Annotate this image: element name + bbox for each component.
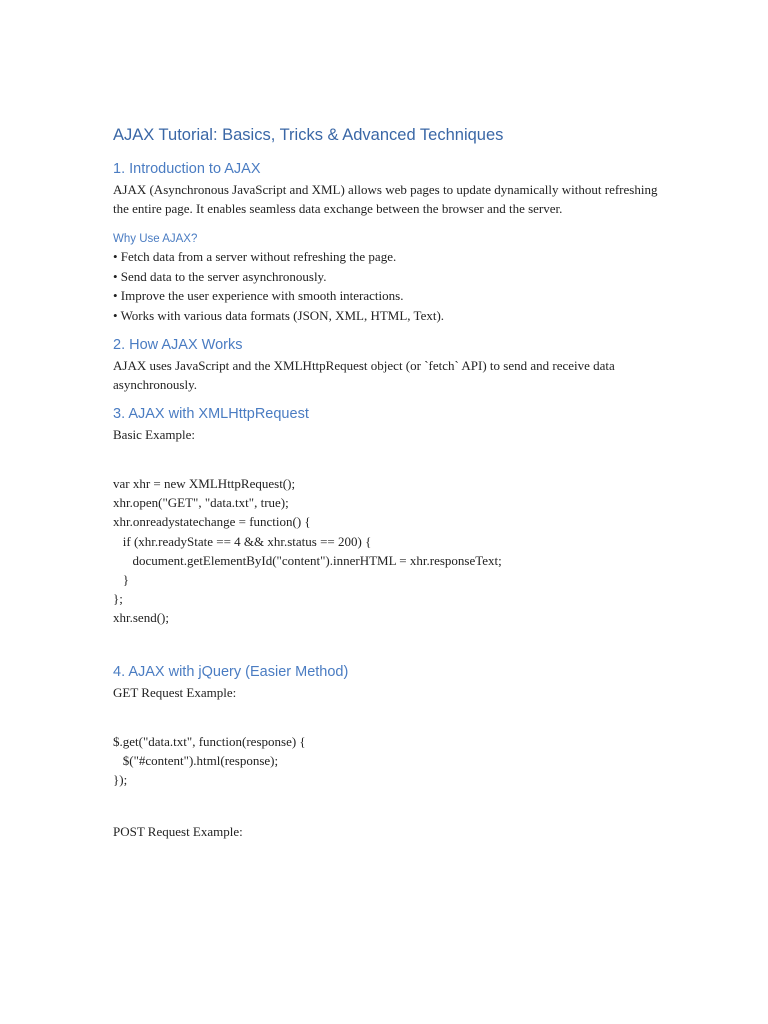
code-line: } xyxy=(113,572,129,588)
post-example-label: POST Request Example: xyxy=(113,824,243,840)
document-page xyxy=(113,118,658,841)
code-line: xhr.send(); xyxy=(113,610,169,626)
code-line: }; xyxy=(113,591,123,607)
basic-example-label: Basic Example: xyxy=(113,427,195,442)
code-block-jquery-get xyxy=(113,732,658,790)
code-line: xhr.onreadystatechange = function() { xyxy=(113,514,311,530)
list-item: • Improve the user experience with smooth interactions. xyxy=(113,288,404,303)
heading-jquery: 4. AJAX with jQuery (Easier Method) xyxy=(113,663,349,680)
heading-xmlhttprequest: 3. AJAX with XMLHttpRequest xyxy=(113,406,309,422)
heading-how-ajax-works: 2. How AJAX Works xyxy=(113,337,243,353)
intro-paragraph: AJAX (Asynchronous JavaScript and XML) allows web pages to update dynamically without refreshing the entire page. It enables seamless data exchange between the browser and the server. xyxy=(113,182,658,216)
code-block-xhr xyxy=(113,474,658,628)
heading-introduction: 1. Introduction to AJAX xyxy=(113,161,261,177)
code-line: var xhr = new XMLHttpRequest(); xyxy=(113,476,296,491)
code-line: if (xhr.readyState == 4 && xhr.status == 200) { xyxy=(113,533,372,549)
code-line: $.get("data.txt", function(response) { xyxy=(113,733,306,749)
why-use-list xyxy=(113,247,658,325)
document-title: AJAX Tutorial: Basics, Tricks & Advanced Techniques xyxy=(113,126,504,144)
list-item: • Works with various data formats (JSON, XML, HTML, Text). xyxy=(113,307,445,323)
code-line: $("#content").html(response); xyxy=(113,752,279,768)
code-line: }); xyxy=(113,772,128,788)
get-example-label: GET Request Example: xyxy=(113,684,237,700)
code-line: xhr.open("GET", "data.txt", true); xyxy=(113,495,289,511)
list-item: • Fetch data from a server without refreshing the page. xyxy=(113,249,397,264)
how-paragraph: AJAX uses JavaScript and the XMLHttpRequest object (or `fetch` API) to send and receive data asynchronously. xyxy=(113,358,615,392)
list-item: • Send data to the server asynchronously. xyxy=(113,268,327,284)
code-line: document.getElementById("content").innerHTML = xhr.responseText; xyxy=(113,552,502,568)
heading-why-use-ajax: Why Use AJAX? xyxy=(113,233,198,245)
